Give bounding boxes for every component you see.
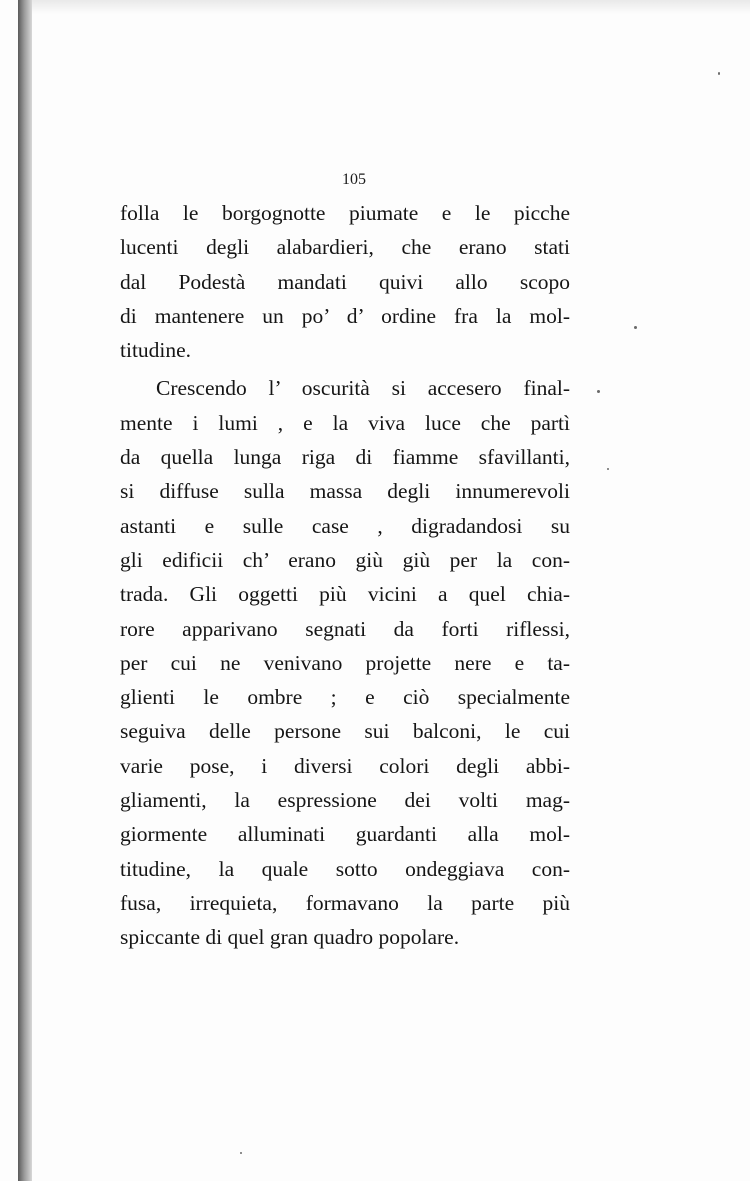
text-line: da quella lunga riga di fiamme sfavillanti, [120, 445, 570, 470]
text-line: rore apparivano segnati da forti riflessi, [120, 616, 570, 641]
paper-speck [634, 326, 637, 329]
binding-edge [18, 0, 32, 1181]
text-line: seguiva delle persone sui balconi, le cui [120, 719, 570, 744]
page-number: 105 [342, 171, 366, 188]
paper-speck [597, 390, 600, 393]
text-line: titudine. [120, 338, 192, 363]
text-line: titudine, la quale sotto ondeggiava con- [120, 856, 570, 881]
text-line: giormente alluminati guardanti alla mol- [120, 822, 570, 847]
text-line: trada. Gli oggetti più vicini a quel chia- [120, 582, 570, 607]
text-line: di mantenere un po’ d’ ordine fra la mol- [120, 303, 570, 328]
text-line: gliamenti, la espressione dei volti mag- [120, 788, 570, 813]
body-text [120, 196, 570, 955]
page-top-shade [32, 0, 750, 14]
paper-speck [607, 468, 609, 470]
text-line: mente i lumi , e la viva luce che partì [120, 410, 570, 435]
text-line: gli edificii ch’ erano giù giù per la con- [120, 547, 570, 572]
text-line: varie pose, i diversi colori degli abbi- [120, 753, 570, 778]
text-line: per cui ne venivano projette nere e ta- [120, 650, 570, 675]
text-line: lucenti degli alabardieri, che erano stati [120, 235, 570, 260]
text-line: dal Podestà mandati quivi allo scopo [120, 269, 570, 294]
text-line: si diffuse sulla massa degli innumerevoli [120, 479, 570, 504]
paper-speck [718, 72, 720, 75]
text-line: fusa, irrequieta, formavano la parte più [120, 890, 570, 915]
text-line: Crescendo l’ oscurità si accesero final- [156, 376, 570, 401]
text-line: spiccante di quel gran quadro popolare. [120, 925, 460, 950]
text-line: glienti le ombre ; e ciò specialmente [120, 685, 570, 710]
paper-speck [240, 1152, 242, 1154]
text-line: astanti e sulle case , digradandosi su [120, 513, 570, 538]
text-line: folla le borgognotte piumate e le picche [120, 201, 570, 225]
